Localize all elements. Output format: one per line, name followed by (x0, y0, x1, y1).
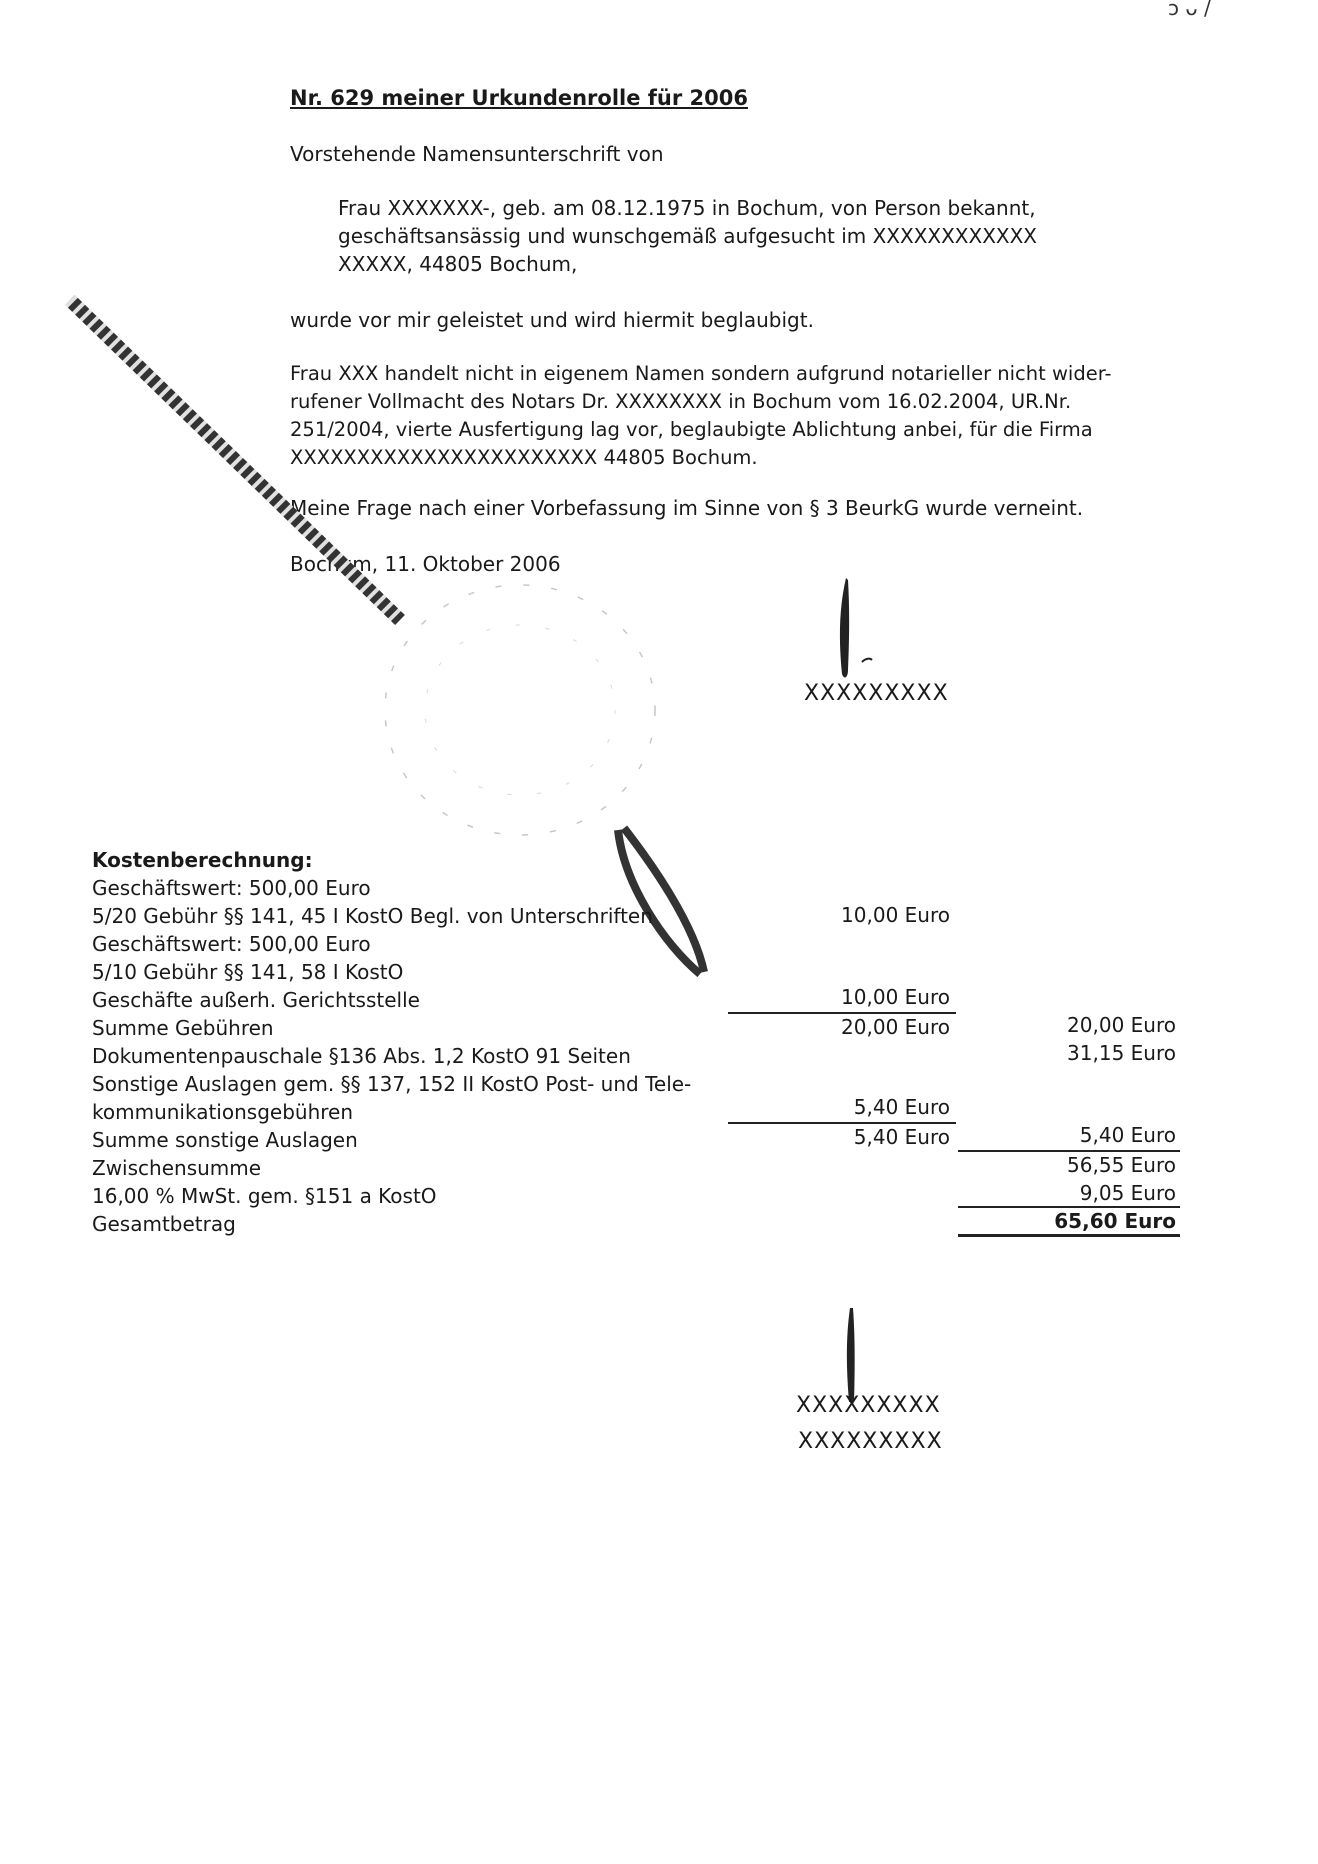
final-signature (840, 1306, 864, 1406)
cost-item: Summe sonstige Auslagen (92, 1128, 358, 1152)
page-title: Nr. 629 meiner Urkundenrolle für 2006 (290, 86, 748, 110)
final-signer-line-1: XXXXXXXXX (796, 1393, 941, 1418)
amount-col1: 10,00 Euro (841, 985, 950, 1009)
amount-col1: 20,00 Euro (841, 1015, 950, 1039)
amount-col1: 5,40 Euro (853, 1095, 950, 1119)
cost-item: Geschäftswert: 500,00 Euro (92, 876, 371, 900)
mandate-line-1: Frau XXX handelt nicht in eigenem Namen sondern aufgrund notarieller nicht wider- (290, 362, 1112, 385)
total-double-rule (958, 1234, 1180, 1237)
cost-item: 16,00 % MwSt. gem. §151 a KostO (92, 1184, 437, 1208)
cost-item: Sonstige Auslagen gem. §§ 137, 152 II KostO Post- und Tele- (92, 1072, 692, 1096)
amount-col2: 56,55 Euro (1067, 1153, 1176, 1177)
amount-col2: 5,40 Euro (1079, 1123, 1176, 1147)
signer-name: XXXXXXXXX (804, 681, 949, 706)
certification-text: wurde vor mir geleistet und wird hiermit beglaubigt. (290, 308, 814, 332)
intro-text: Vorstehende Namensunterschrift von (290, 142, 664, 166)
cost-item: Geschäfte außerh. Gerichtsstelle (92, 988, 420, 1012)
cost-item: kommunikationsgebühren (92, 1100, 354, 1124)
mandate-line-2: rufener Vollmacht des Notars Dr. XXXXXXXX in Bochum vom 16.02.2004, UR.Nr. (290, 390, 1072, 413)
person-line-2: geschäftsansässig und wunschgemäß aufgesucht im XXXXXXXXXXXX (338, 224, 1038, 248)
amount-col2: 31,15 Euro (1067, 1041, 1176, 1065)
notary-signature (832, 574, 872, 684)
place-date: Bochum, 11. Oktober 2006 (290, 552, 561, 576)
amount-col1: 10,00 Euro (841, 903, 950, 927)
costs-heading: Kostenberechnung: (92, 848, 313, 872)
person-line-3: XXXXX, 44805 Bochum, (338, 252, 578, 276)
cost-item: Gesamtbetrag (92, 1212, 236, 1236)
total-amount: 65,60 Euro (1054, 1209, 1176, 1233)
cost-item: Geschäftswert: 500,00 Euro (92, 932, 371, 956)
cost-item: Dokumentenpauschale §136 Abs. 1,2 KostO 91 Seiten (92, 1044, 631, 1068)
person-line-1: Frau XXXXXXX-, geb. am 08.12.1975 in Bochum, von Person bekannt, (338, 196, 1036, 220)
document-cord (70, 300, 410, 640)
amount-col2: 9,05 Euro (1079, 1181, 1176, 1205)
corner-marks: ↄ ᴗ / (1168, 0, 1211, 20)
cost-item: 5/20 Gebühr §§ 141, 45 I KostO Begl. von Unterschriften (92, 904, 653, 928)
mandate-line-3: 251/2004, vierte Ausfertigung lag vor, beglaubigte Ablichtung anbei, für die Firma (290, 418, 1093, 441)
final-signer-line-2: XXXXXXXXX (798, 1429, 943, 1454)
cost-item: Summe Gebühren (92, 1016, 274, 1040)
question-text: Meine Frage nach einer Vorbefassung im Sinne von § 3 BeurkG wurde verneint. (290, 496, 1084, 520)
cost-item: Zwischensumme (92, 1156, 262, 1180)
amount-col1: 5,40 Euro (853, 1125, 950, 1149)
mandate-line-4: XXXXXXXXXXXXXXXXXXXXXXX 44805 Bochum. (290, 446, 758, 469)
cost-item: 5/10 Gebühr §§ 141, 58 I KostO (92, 960, 404, 984)
amount-col2: 20,00 Euro (1067, 1013, 1176, 1037)
